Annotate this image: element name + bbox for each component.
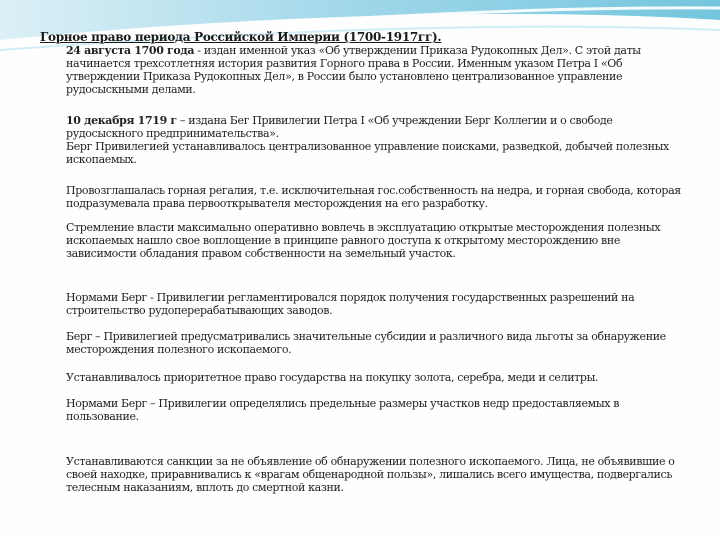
- paragraph-date: 10 декабря 1719 г: [66, 114, 177, 127]
- paragraph-1719-privilege: [66, 114, 686, 166]
- paragraph-state-priority: Устанавливалось приоритетное право государства на покупку золота, серебра, меди и селитры.: [66, 371, 599, 384]
- paragraph-factory-permits: Нормами Берг - Привилегии регламентировался порядок получения государственных разрешений на строительство рудоперерабатывающих заводов.: [66, 291, 635, 317]
- paragraph-mining-regalia: Провозглашалась горная регалия, т.е. исключительная гос.собственность на недра, и горная свобода, которая подразумевала права первооткрывателя месторождения на его разработку.: [66, 184, 681, 210]
- paragraph-text: – издана Бег Привилегии Петра I «Об учреждении Берг Коллегии и о свободе рудосыскного предпринимательства».: [66, 114, 613, 140]
- paragraph-subsidies: Берг – Привилегией предусматривались значительные субсидии и различного вида льготы за обнаружение месторождения полезного ископаемого.: [66, 330, 666, 356]
- paragraph-text: - издан именной указ «Об утверждении Приказа Рудокопных Дел». С этой даты начинается трехсотлетняя история развития Горного права в России. Именным указом Петра I «Об утверждении Приказа Рудокопных Дел», в России было установлено централизованное управление рудосыскными делами.: [66, 44, 641, 96]
- paragraph-date: 24 августа 1700 года: [66, 44, 195, 57]
- paragraph-text: Берг Привилегией устанавливалось централизованное управление поисками, разведкой, добычей полезных ископаемых.: [66, 140, 669, 166]
- paragraph-equal-access: Стремление власти максимально оперативно вовлечь в эксплуатацию открытые месторождения полезных ископаемых нашло свое воплощение в принципе равного доступа к открытому месторождению вне зависимости обладания правом собственности на земельный участок.: [66, 221, 661, 260]
- paragraph-plot-sizes: Нормами Берг – Привилегии определялись предельные размеры участков недр предоставляемых в пользование.: [66, 397, 620, 423]
- paragraph-sanctions: Устанавливаются санкции за не объявление об обнаружении полезного ископаемого. Лица, не объявившие о своей находке, приравнивались к «врагам общенародной пользы», лишались всего имущества, подвергались телесным наказаниям, вплоть до смертной казни.: [66, 455, 675, 494]
- paragraph-1700-decree: [66, 44, 686, 96]
- slide-title: Горное право периода Российской Империи (1700-1917гг).: [40, 30, 442, 44]
